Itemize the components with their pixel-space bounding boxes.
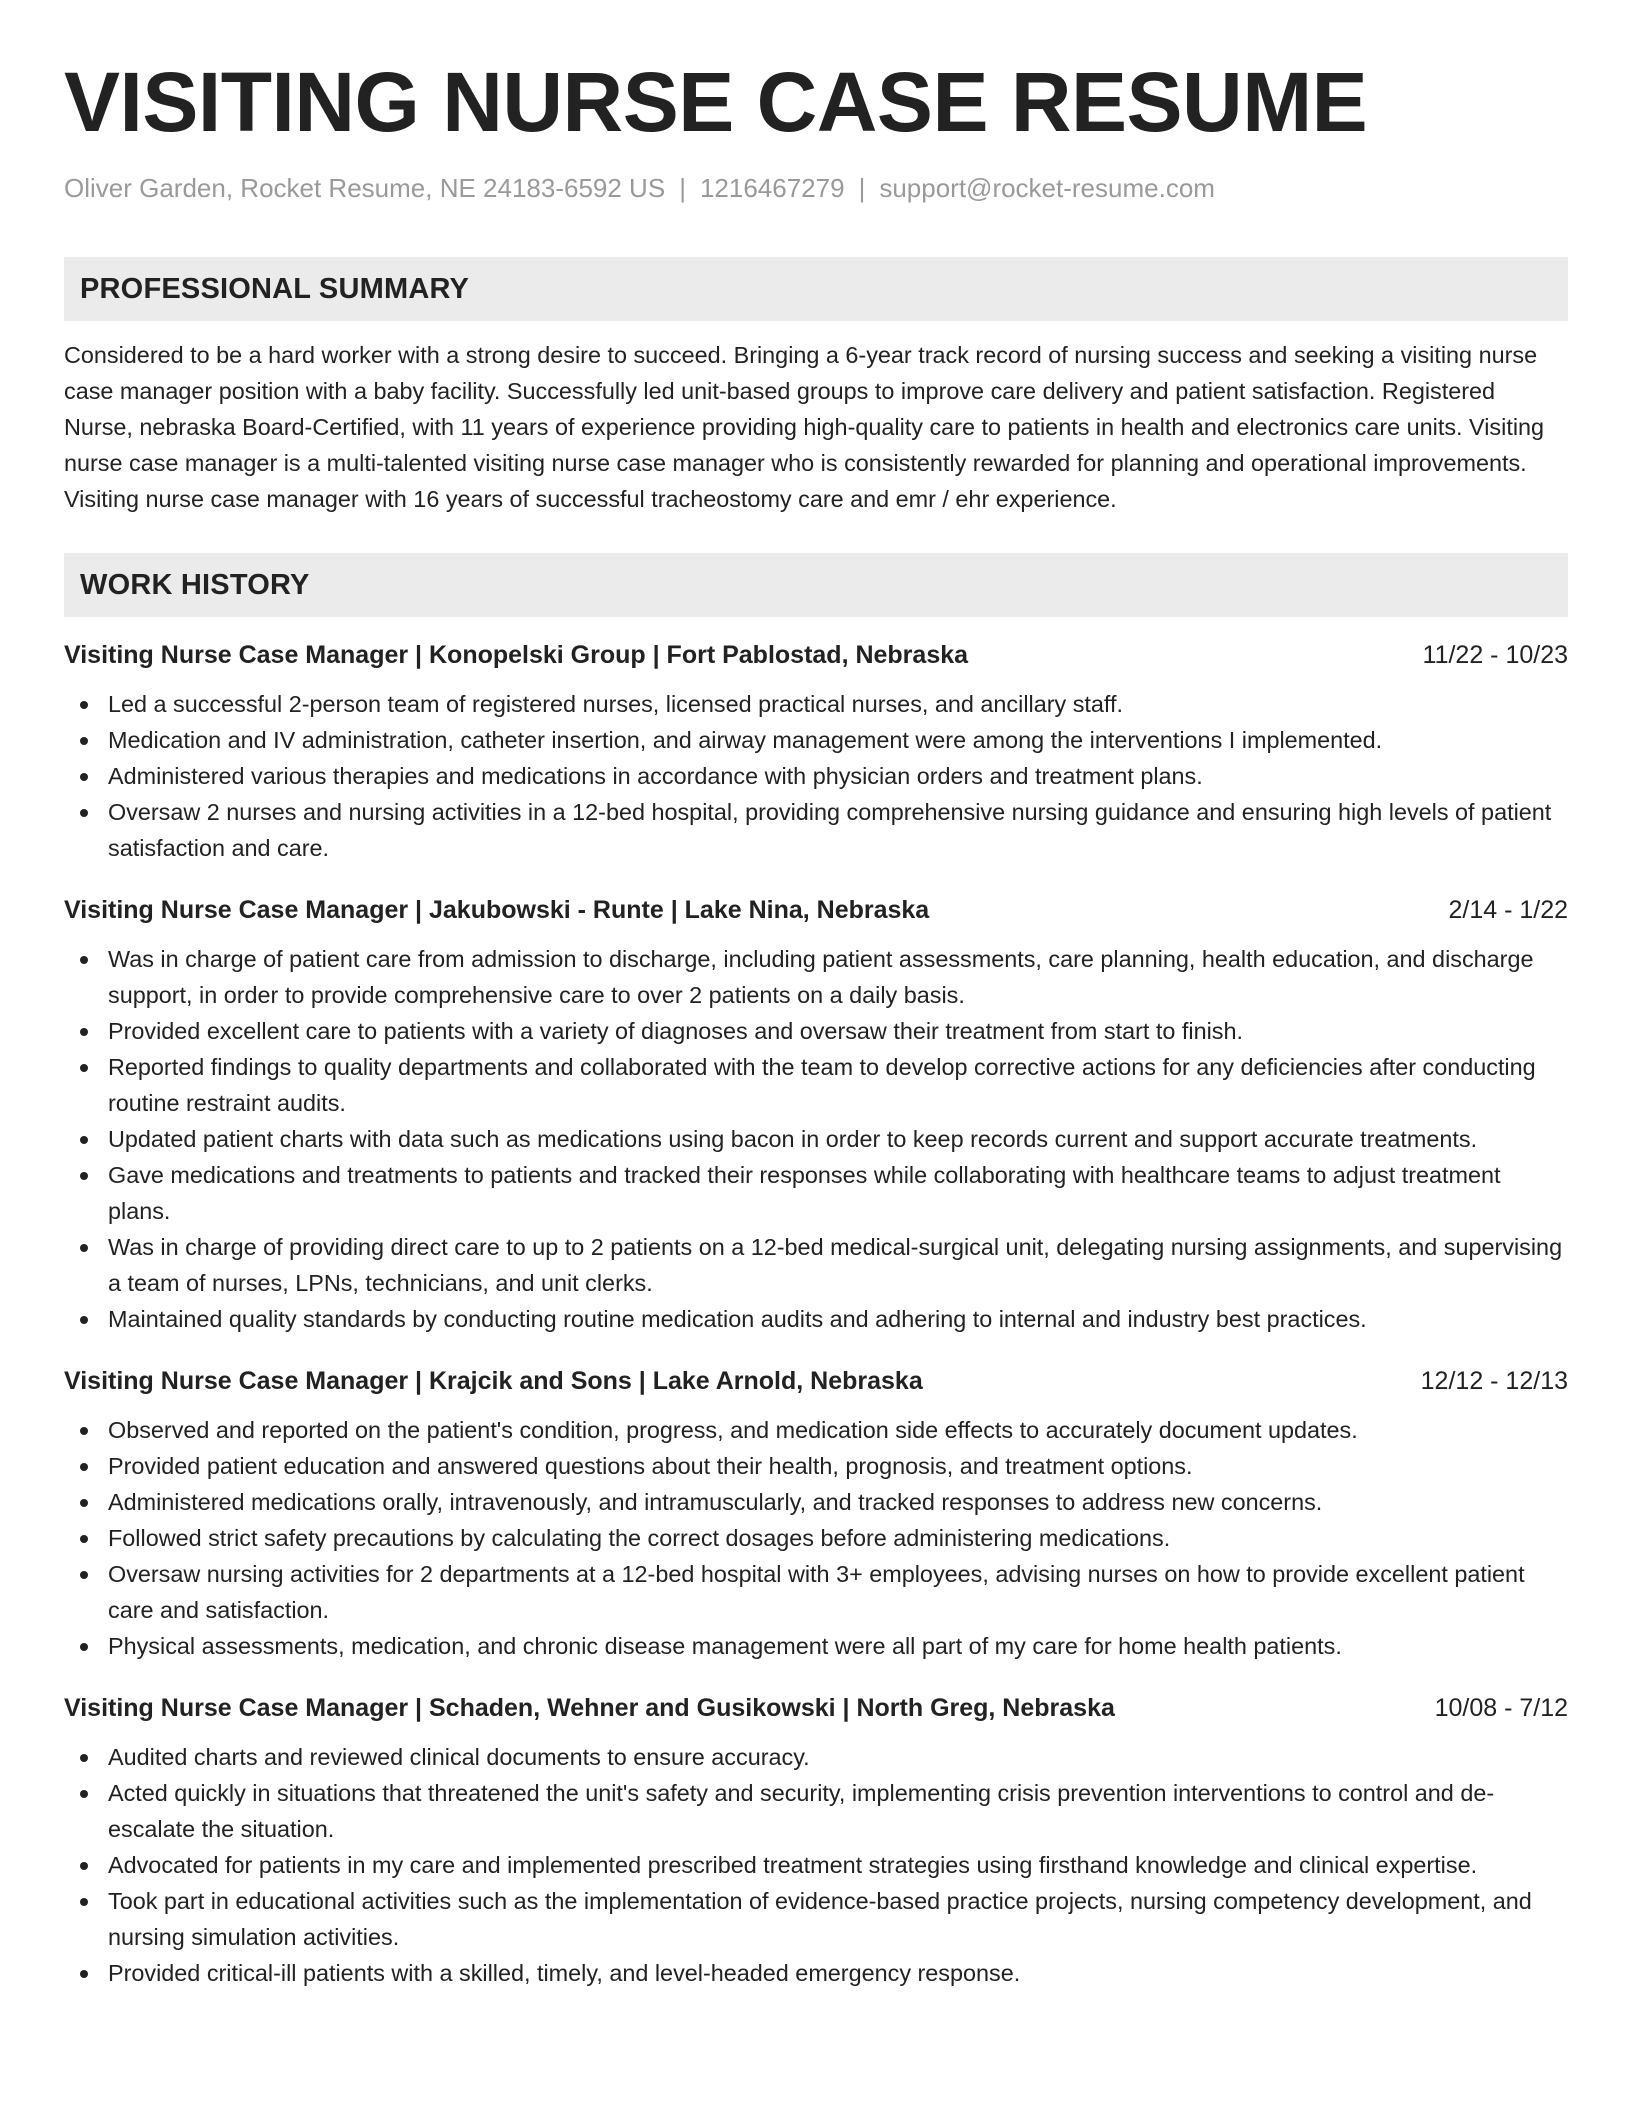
job-bullet-list [64, 941, 1568, 1337]
job-entry [64, 637, 1568, 866]
job-bullet: Gave medications and treatments to patients and tracked their responses while collaborating with healthcare teams to adjust treatment plans. [64, 1157, 1568, 1229]
job-bullet: Led a successful 2-person team of registered nurses, licensed practical nurses, and ancillary staff. [64, 686, 1568, 722]
contact-email: support@rocket-resume.com [879, 173, 1215, 203]
job-bullet: Administered various therapies and medications in accordance with physician orders and treatment plans. [64, 758, 1568, 794]
contact-line [64, 172, 1568, 204]
job-entry [64, 1690, 1568, 1991]
job-dates: 11/22 - 10/23 [1422, 641, 1568, 669]
job-bullet: Medication and IV administration, catheter insertion, and airway management were among the interventions I implemented. [64, 722, 1568, 758]
resume-page [64, 0, 1568, 1991]
job-dates: 12/12 - 12/13 [1420, 1367, 1568, 1395]
job-bullet: Was in charge of patient care from admission to discharge, including patient assessments, care planning, health education, and discharge support, in order to provide comprehensive care to over 2 patients on a daily basis. [64, 941, 1568, 1013]
job-bullet: Provided excellent care to patients with a variety of diagnoses and oversaw their treatment from start to finish. [64, 1013, 1568, 1049]
job-bullet: Administered medications orally, intravenously, and intramuscularly, and tracked responses to address new concerns. [64, 1484, 1568, 1520]
job-dates: 10/08 - 7/12 [1434, 1694, 1568, 1722]
job-bullet-list [64, 1739, 1568, 1991]
job-bullet: Provided patient education and answered questions about their health, prognosis, and treatment options. [64, 1448, 1568, 1484]
contact-phone: 1216467279 [699, 173, 845, 203]
resume-title: VISITING NURSE CASE RESUME [64, 55, 1368, 149]
job-bullet: Was in charge of providing direct care to up to 2 patients on a 12-bed medical-surgical unit, delegating nursing assignments, and supervising a team of nurses, LPNs, technicians, and unit clerks. [64, 1229, 1568, 1301]
job-bullet: Updated patient charts with data such as medications using bacon in order to keep records current and support accurate treatments. [64, 1121, 1568, 1157]
job-dates: 2/14 - 1/22 [1448, 896, 1568, 924]
job-entry [64, 1363, 1568, 1664]
contact-address: Oliver Garden, Rocket Resume, NE 24183-6592 US [64, 173, 666, 203]
job-bullet-list [64, 1412, 1568, 1664]
job-header [64, 1363, 1568, 1399]
job-bullet: Oversaw 2 nurses and nursing activities in a 12-bed hospital, providing comprehensive nursing guidance and ensuring high levels of patient satisfaction and care. [64, 794, 1568, 866]
job-entry [64, 892, 1568, 1337]
section-header-professional-summary: PROFESSIONAL SUMMARY [64, 257, 1568, 321]
job-header [64, 1690, 1568, 1726]
job-title: Visiting Nurse Case Manager | Krajcik and Sons | Lake Arnold, Nebraska [64, 1367, 923, 1395]
job-bullet: Maintained quality standards by conducting routine medication audits and adhering to internal and industry best practices. [64, 1301, 1568, 1337]
job-bullet: Reported findings to quality departments and collaborated with the team to develop corrective actions for any deficiencies after conducting routine restraint audits. [64, 1049, 1568, 1121]
job-title: Visiting Nurse Case Manager | Jakubowski - Runte | Lake Nina, Nebraska [64, 896, 930, 924]
job-bullet: Followed strict safety precautions by calculating the correct dosages before administering medications. [64, 1520, 1568, 1556]
job-bullet-list [64, 686, 1568, 866]
contact-separator: | [858, 173, 866, 203]
summary-text: Considered to be a hard worker with a strong desire to succeed. Bringing a 6-year track record of nursing success and seeking a visiting nurse case manager position with a baby facility. Successfully led unit-based groups to improve care delivery and patient satisfaction. Registered Nurse, nebraska Board-Certified, with 11 years of experience providing high-quality care to patients in health and electronics care units. Visiting nurse case manager is a multi-talented visiting nurse case manager who is consistently rewarded for planning and operational improvements. Visiting nurse case manager with 16 years of successful tracheostomy care and emr / ehr experience. [64, 342, 1545, 512]
job-header [64, 637, 1568, 673]
job-bullet: Physical assessments, medication, and chronic disease management were all part of my care for home health patients. [64, 1628, 1568, 1664]
job-bullet: Took part in educational activities such as the implementation of evidence-based practice projects, nursing competency development, and nursing simulation activities. [64, 1883, 1568, 1955]
section-header-work-history: WORK HISTORY [64, 553, 1568, 617]
job-bullet: Oversaw nursing activities for 2 departments at a 12-bed hospital with 3+ employees, advising nurses on how to provide excellent patient care and satisfaction. [64, 1556, 1568, 1628]
contact-separator: | [679, 173, 686, 203]
job-title: Visiting Nurse Case Manager | Konopelski Group | Fort Pablostad, Nebraska [64, 641, 969, 669]
job-title: Visiting Nurse Case Manager | Schaden, Wehner and Gusikowski | North Greg, Nebraska [64, 1694, 1115, 1722]
job-header [64, 892, 1568, 928]
job-bullet: Audited charts and reviewed clinical documents to ensure accuracy. [64, 1739, 1568, 1775]
job-bullet: Advocated for patients in my care and implemented prescribed treatment strategies using firsthand knowledge and clinical expertise. [64, 1847, 1568, 1883]
job-bullet: Observed and reported on the patient's condition, progress, and medication side effects to accurately document updates. [64, 1412, 1568, 1448]
job-bullet: Provided critical-ill patients with a skilled, timely, and level-headed emergency response. [64, 1955, 1568, 1991]
job-bullet: Acted quickly in situations that threatened the unit's safety and security, implementing crisis prevention interventions to control and de-escalate the situation. [64, 1775, 1568, 1847]
